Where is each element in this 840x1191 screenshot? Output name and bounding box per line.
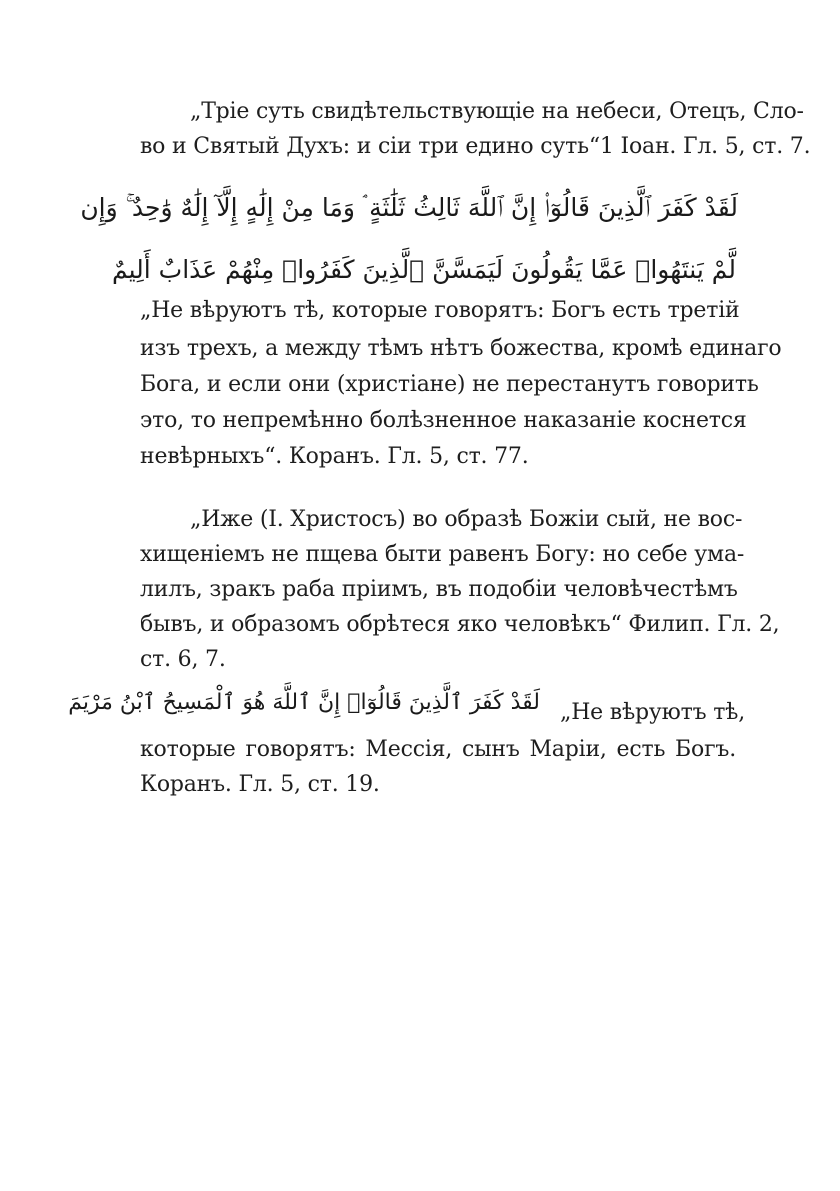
arabic-verse-1-line-2: لَّمْ يَنتَهُوا۟ عَمَّا يَقُولُونَ لَيَمَسَّنَّ ٱلَّذِينَ كَفَرُوا۟ مِنْهُمْ عَذَابٌ أَلِيمٌ — [111, 255, 736, 284]
philippians-quote-line-5: ст. 6, 7. — [140, 647, 226, 672]
koran-translation-line-3: Бога, и если они (христіане) не перестанутъ говорить — [140, 372, 759, 397]
koran-translation-line-1: „Не вѣруютъ тѣ, которые говорятъ: Богъ есть третій — [140, 298, 740, 323]
messiah-translation-line-1: „Не вѣруютъ тѣ, — [560, 700, 746, 725]
philippians-quote-line-2: хищеніемъ не пщева быти равенъ Богу: но себе ума- — [140, 542, 745, 567]
trinity-quote-line-2: во и Святый Духъ: и сіи три едино суть“1 Іоан. Гл. 5, ст. 7. — [140, 134, 811, 159]
trinity-quote-line-1: „Тріе суть свидѣтельствующіе на небеси, Отецъ, Сло- — [190, 99, 804, 124]
messiah-translation-line-3: Коранъ. Гл. 5, ст. 19. — [140, 772, 380, 797]
arabic-verse-1-line-1: لَقَدْ كَفَرَ ٱلَّذِينَ قَالُوٓا۟ إِنَّ ٱللَّهَ ثَالِثُ ثَلَٰثَةٍ ۘ وَمَا مِنْ إِلَٰهٍ إِلَّآ إِلَٰهٌ وَٰحِدٌ ۚ وَإِن — [80, 193, 738, 222]
philippians-quote-line-4: бывъ, и образомъ обрѣтеся яко человѣкъ“ Филип. Гл. 2, — [140, 612, 780, 637]
messiah-translation-line-2: которые говорятъ: Мессія, сынъ Маріи, есть Богъ. — [140, 737, 736, 762]
koran-translation-line-5: невѣрныхъ“. Коранъ. Гл. 5, ст. 77. — [140, 444, 529, 469]
philippians-quote-line-1: „Иже (І. Христосъ) во образѣ Божіи сый, не вос- — [190, 507, 743, 532]
arabic-verse-2: لَقَدْ كَفَرَ ٱلَّذِينَ قَالُوٓا۟ إِنَّ ٱللَّهَ هُوَ ٱلْمَسِيحُ ٱبْنُ مَرْيَمَ — [68, 690, 540, 715]
koran-translation-line-2: изъ трехъ, а между тѣмъ нѣтъ божества, кромѣ единаго — [140, 336, 782, 361]
koran-translation-line-4: это, то непремѣнно болѣзненное наказаніе коснется — [140, 408, 747, 433]
philippians-quote-line-3: лилъ, зракъ раба пріимъ, въ подобіи человѣчестѣмъ — [140, 577, 738, 602]
